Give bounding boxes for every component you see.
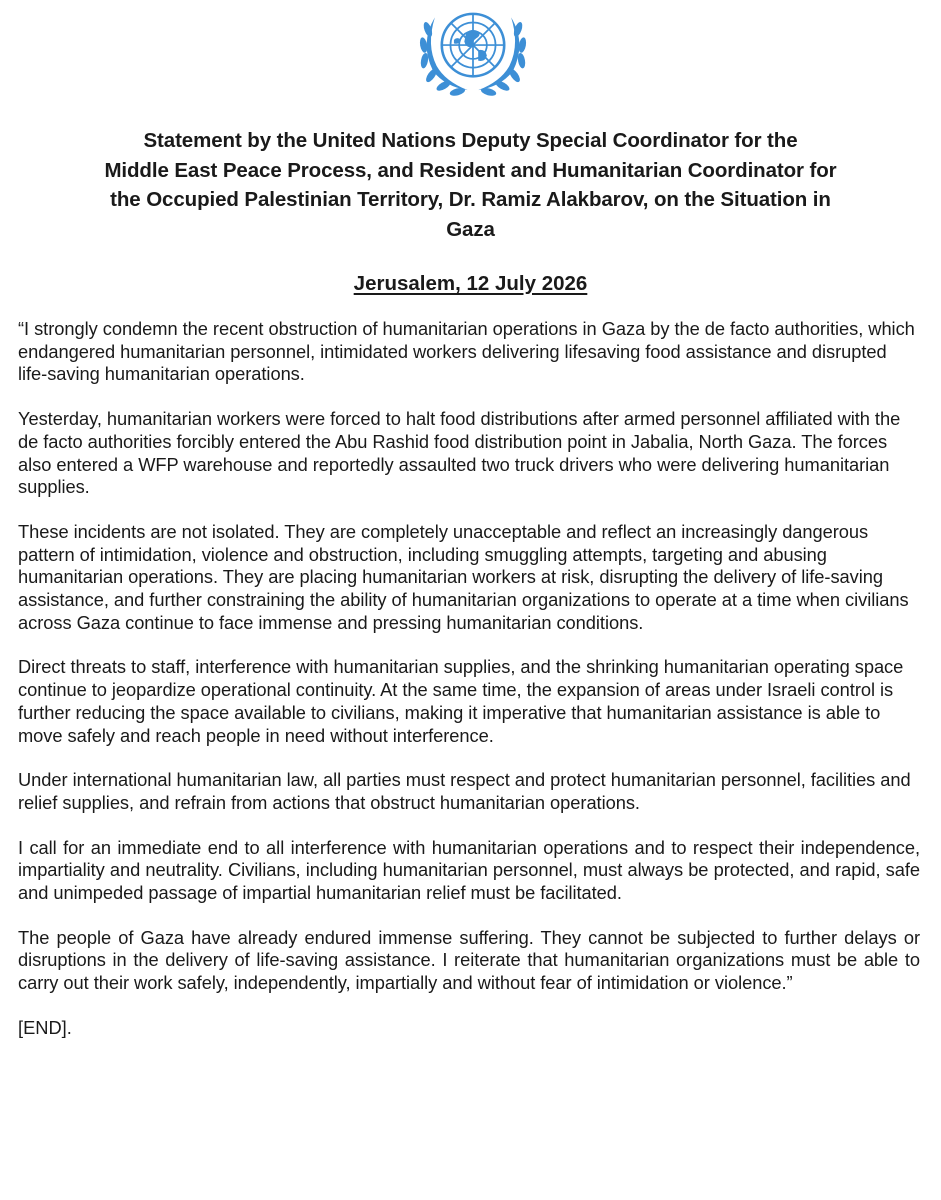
paragraph: Yesterday, humanitarian workers were forced to halt food distributions after armed personnel affiliated with the de facto authorities forcibly entered the Abu Rashid food distribution point in Jabalia, North Gaza. The forces also entered a WFP warehouse and reportedly assaulted two truck drivers who were delivering humanitarian supplies. [18, 408, 901, 498]
paragraph: Direct threats to staff, interference with humanitarian supplies, and the shrinking humanitarian operating space continue to jeopardize operational continuity. At the same time, the expansion of areas under Israeli control is further reducing the space available to civilians, making it imperative that humanitarian assistance is able to move safely and reach people in need without interference. [18, 656, 904, 746]
end-marker: [END]. [18, 1016, 72, 1038]
paragraph: I call for an immediate end to all interference with humanitarian operations and to respect their independence, impartiality and neutrality. Civilians, including humanitarian personnel, must always be protected, and rapid, safe and unimpeded passage of impartial humanitarian relief must be facilitated. [18, 836, 920, 904]
statement-title [40, 126, 901, 244]
un-emblem-icon [405, 0, 541, 104]
title-line: the Occupied Palestinian Territory, Dr. Ramiz Alakbarov, on the Situation in [110, 188, 831, 211]
statement-body [18, 318, 920, 1040]
paragraph: Under international humanitarian law, all parties must respect and protect humanitarian personnel, facilities and relief supplies, and refrain from actions that obstruct humanitarian operations. [18, 769, 911, 813]
paragraph: The people of Gaza have already endured immense suffering. They cannot be subjected to further delays or disruptions in the delivery of life-saving assistance. I reiterate that humanitarian organizations must be able to carry out their work safely, independently, impartially and without fear of intimidation or violence.” [18, 926, 920, 994]
dateline-text: Jerusalem, 12 July 2026 [353, 272, 588, 295]
paragraph: These incidents are not isolated. They are completely unacceptable and reflect an increasingly dangerous pattern of intimidation, violence and obstruction, including smuggling attempts, targeting and abusing humanitarian operations. They are placing humanitarian workers at risk, disrupting the delivery of life-saving assistance, and further constraining the ability of humanitarian organizations to operate at a time when civilians across Gaza continue to face immense and pressing humanitarian conditions. [18, 520, 909, 633]
title-line: Middle East Peace Process, and Resident and Humanitarian Coordinator for [104, 158, 837, 182]
dateline [40, 270, 901, 298]
title-line: Gaza [446, 217, 495, 241]
title-line: Statement by the United Nations Deputy Special Coordinator for the [143, 129, 798, 152]
paragraph: “I strongly condemn the recent obstruction of humanitarian operations in Gaza by the de facto authorities, which endangered humanitarian personnel, intimidated workers delivering lifesaving food assistance and disrupted life-saving humanitarian operations. [18, 318, 915, 385]
